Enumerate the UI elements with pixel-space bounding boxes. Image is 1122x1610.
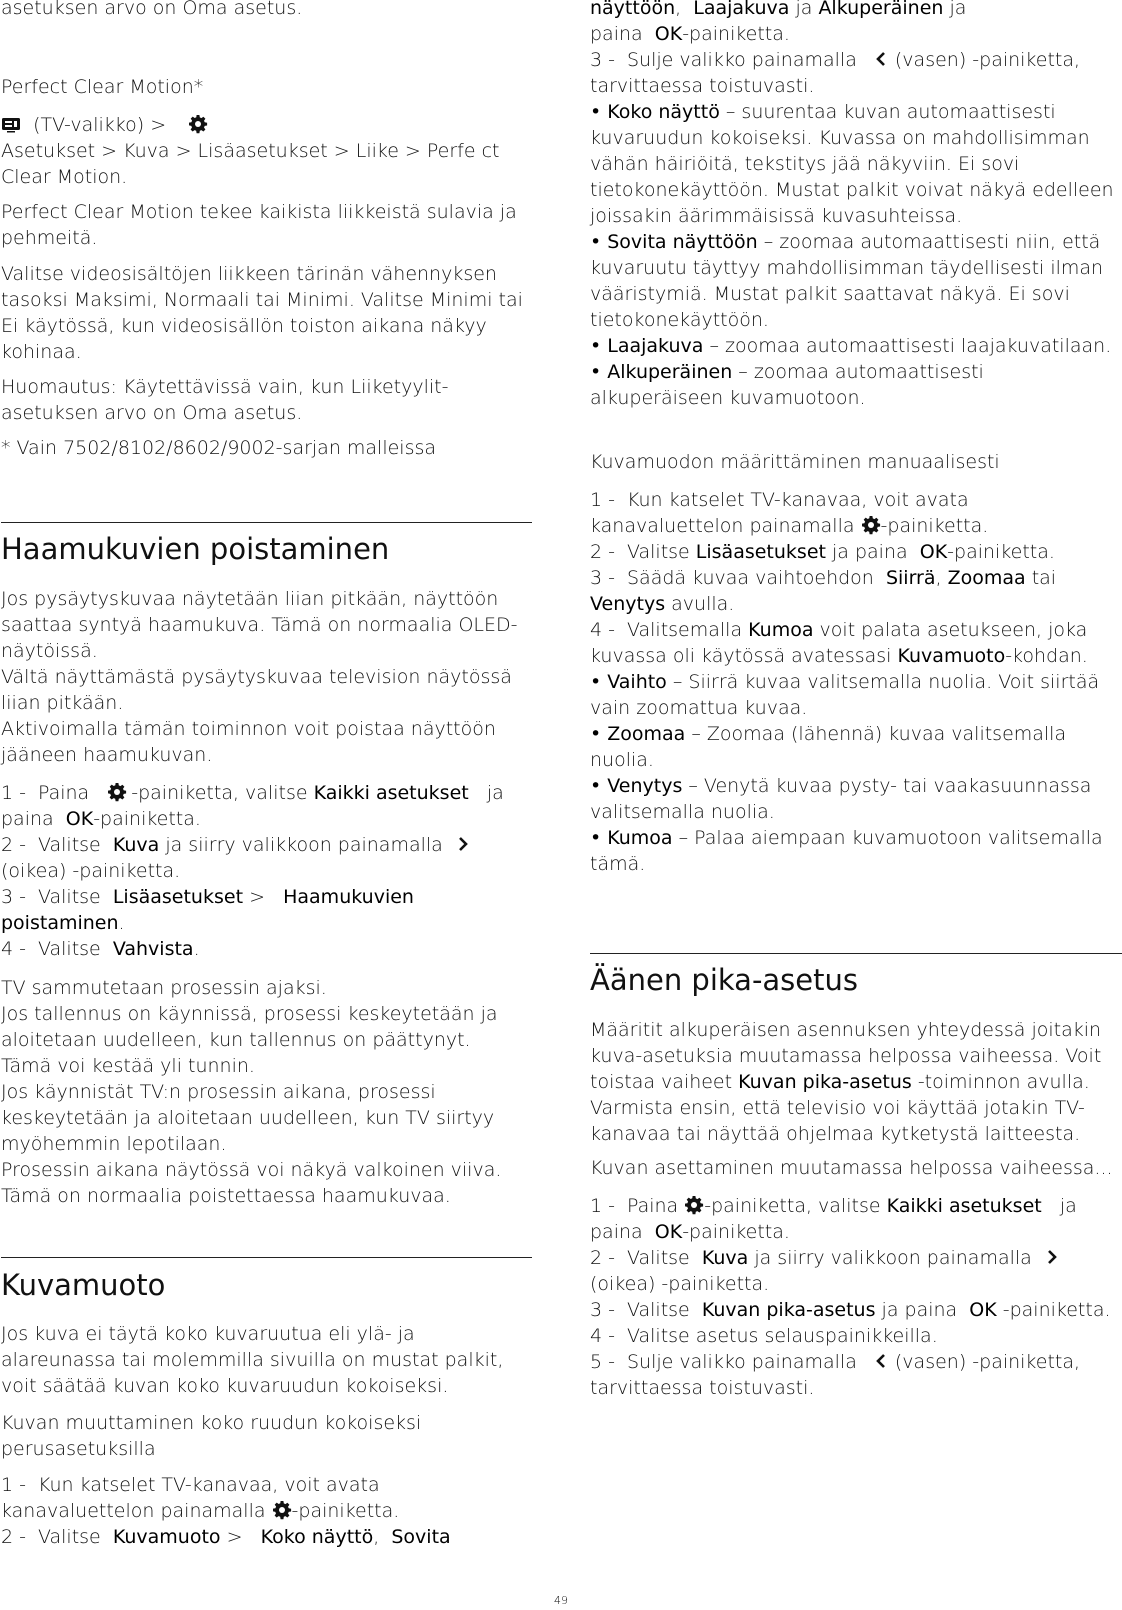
subsection-title: Kuvan muuttaminen koko ruudun kokoiseksi perusasetuksilla [1, 1412, 422, 1460]
step-list: näyttöön, Laajakuva ja Alkuperäinen ja paina OK-painiketta. 3 - Sulje valikko painamalla (vasen) -painiketta, tarvittaessa toistuvasti. • Koko näyttö – suurentaa kuvan automaattisesti kuvaruudun kokoiseksi. Kuvassa on mahdollisimman vähän häiriöitä, tekstitys jää näkyviin. Ei sovi tietokonekäyttöön. Mustat palkit voivat näkyä edelleen joissakin äärimmäisissä kuvasuhteissa. • Sovita näyttöön – zoomaa automaattisesti niin, että kuvaruutu täyttyy mahdollisimman täydellisesti ilman vääristymiä. Mustat palkit saattavat näkyä. Ei sovi tietokonekäyttöön. • Laajakuva – zoomaa automaattisesti laajakuvatilaan. • Alkuperäinen – zoomaa automaattisesti alkuperäiseen kuvamuotoon. [590, 0, 1114, 409]
subsection-title: Perfect Clear Motion* [1, 76, 204, 98]
chevron-left-icon [871, 1351, 891, 1371]
paragraph: Jos kuva ei täytä koko kuvaruutua eli ylä- ja alareunassa tai molemmilla sivuilla on mustat palkit, voit säätää kuvan koko kuvaruudun kokoiseksi. [1, 1323, 504, 1397]
section-divider [1, 522, 532, 523]
paragraph: Valitse videosisältöjen liikkeen tärinän vähennyksen tasoksi Maksimi, Normaali tai Minimi. Valitse Minimi tai Ei käytössä, kun videosisällön toiston aikana näkyy kohinaa. [1, 263, 523, 363]
gear-icon [861, 515, 881, 535]
section-divider [1, 1257, 532, 1258]
section-heading: Äänen pika-asetus [590, 963, 858, 997]
chevron-right-icon [1042, 1247, 1062, 1267]
section-divider [590, 953, 1122, 954]
page-number: 49 [554, 1594, 568, 1607]
step-list: 1 - Kun katselet TV-kanavaa, voit avata kanavaluettelon painamalla -painiketta. 2 - Valitse Kuvamuoto > Koko näyttö, Sovita [1, 1474, 451, 1548]
gear-icon [107, 782, 127, 802]
section-heading: Haamukuvien poistaminen [1, 532, 390, 566]
menu-path: (TV-valikko) > Asetukset > Kuva > Lisäasetukset > Liike > Perfe ct Clear Motion. [1, 114, 500, 188]
subsection-title: Kuvan asettaminen muutamassa helpossa vaiheessa... [590, 1157, 1113, 1179]
paragraph: TV sammutetaan prosessin ajaksi. Jos tallennus on käynnissä, prosessi keskeytetään ja aloitetaan uudelleen, kun tallennus on päättynyt. Tämä voi kestää yli tunnin. Jos käynnistät TV:n prosessin aikana, prosessi keskeytetään ja aloitetaan uudelleen, kun TV siirtyy myöhemmin lepotilaan. Prosessin aikana näytössä voi näkyä valkoinen viiva. Tämä on normaalia poistettaessa haamukuvaa. [1, 977, 502, 1207]
tv-menu-icon [1, 114, 21, 134]
paragraph: Perfect Clear Motion tekee kaikista liikkeistä sulavia ja pehmeitä. [1, 201, 517, 249]
gear-icon [188, 114, 208, 134]
step-list: 1 - Paina -painiketta, valitse Kaikki asetukset ja paina OK-painiketta. 2 - Valitse Kuva ja siirry valikkoon painamalla (oikea) -painiketta. 3 - Valitse Kuvan pika-asetus ja paina OK -painiketta. 4 - Valitse asetus selauspainikkeilla. 5 - Sulje valikko painamalla (vasen) -painiketta, tarvittaessa toistuvasti. [590, 1195, 1111, 1399]
gear-icon [684, 1195, 704, 1215]
chevron-right-icon [453, 834, 473, 854]
chevron-left-icon [871, 49, 891, 69]
step-list: 1 - Kun katselet TV-kanavaa, voit avata kanavaluettelon painamalla -painiketta. 2 - Valitse Lisäasetukset ja paina OK-painiketta. 3 - Säädä kuvaa vaihtoehdon Siirrä, Zoomaa tai Venytys avulla. 4 - Valitsemalla Kumoa voit palata asetukseen, joka kuvassa oli käytössä avatessasi Kuvamuoto-kohdan. • Vaihto – Siirrä kuvaa valitsemalla nuolia. Voit siirtää vain zoomattua kuvaa. • Zoomaa – Zoomaa (lähennä) kuvaa valitsemalla nuolia. • Venytys – Venytä kuvaa pysty- tai vaakasuunnassa valitsemalla nuolia. • Kumoa – Palaa aiempaan kuvamuotoon valitsemalla tämä. [590, 489, 1103, 875]
subsection-title: Kuvamuodon määrittäminen manuaalisesti [590, 451, 1000, 473]
footnote: * Vain 7502/8102/8602/9002-sarjan malleissa [1, 437, 437, 459]
step-list: 1 - Paina -painiketta, valitse Kaikki asetukset ja paina OK-painiketta. 2 - Valitse Kuva ja siirry valikkoon painamalla (oikea) -painiketta. 3 - Valitse Lisäasetukset > Haamukuvien poistaminen. 4 - Valitse Vahvista. [1, 782, 504, 960]
paragraph: Huomautus: Käytettävissä vain, kun Liiketyylit-asetuksen arvo on Oma asetus. [1, 376, 449, 424]
paragraph: Jos pysäytyskuvaa näytetään liian pitkään, näyttöön saattaa syntyä haamukuva. Tämä on normaalia OLED-näytöissä. Vältä näyttämästä pysäytyskuvaa television näytössä liian pitkään. Aktivoimalla tämän toiminnon voit poistaa näyttöön jääneen haamukuvan. [1, 588, 518, 766]
paragraph: Määritit alkuperäisen asennuksen yhteydessä joitakin kuva-asetuksia muutamassa helpossa vaiheessa. Voit toistaa vaiheet Kuvan pika-asetus -toiminnon avulla. Varmista ensin, että televisio voi käyttää jotakin TV-kanavaa tai näyttää ohjelmaa kytketystä laitteesta. [590, 1019, 1102, 1145]
gear-icon [272, 1500, 292, 1520]
paragraph: asetuksen arvo on Oma asetus. [1, 0, 303, 19]
section-heading: Kuvamuoto [1, 1268, 166, 1302]
